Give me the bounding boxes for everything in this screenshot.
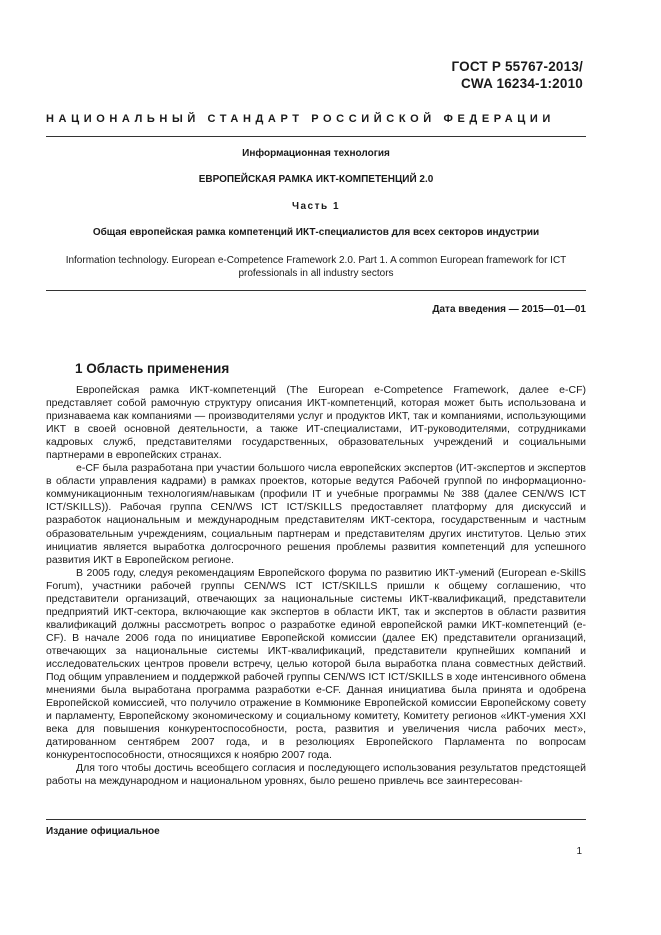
paragraph: e-CF была разработана при участии большого числа европейских экспертов (ИТ-экспертов и экспертов в области управления кадрами) в рамках проектов, которые ведутся Рабочей группой по информационно-коммуникационным технологиям/навыкам (профили IT и учебные программы № 388 (далее CEN/WS ICT ICT/SKILLS)). Рабочая группа CEN/WS ICT ICT/SKILLS предоставляет платформу для дискуссий и разработок национальным и международным представителям ИКТ-сектора, государственным и частным образовательным учреждениям, социальным партнерам и представителям других институтов. Целью этих инициатив является выработка долгосрочного решения проблемы развития компетенций для успешного развития ИКТ в Европейском регионе. [46, 462, 586, 566]
section-body [46, 384, 586, 788]
national-standard-heading: НАЦИОНАЛЬНЫЙ СТАНДАРТ РОССИЙСКОЙ ФЕДЕРАЦИИ [46, 113, 555, 125]
standard-number: ГОСТ Р 55767-2013/ [451, 59, 583, 74]
title-rule [46, 290, 586, 291]
main-title: ЕВРОПЕЙСКАЯ РАМКА ИКТ-КОМПЕТЕНЦИЙ 2.0 [198, 174, 434, 185]
introduction-date: Дата введения — 2015—01—01 [432, 304, 586, 315]
paragraph: Для того чтобы достичь всеобщего согласия и последующего использования результатов предстоящей работы на международном и национальном уровнях, было решено привлечь все заинтересован- [46, 762, 586, 788]
footer-rule [46, 819, 586, 820]
official-edition-label: Издание официальное [46, 826, 160, 837]
paragraph: В 2005 году, следуя рекомендациям Европейского форума по развитию ИКТ-умений (European e-SkillS Forum), участники рабочей группы CEN/WS ICT ICT/SKILLS пришли к общему соглашению, что представители организаций, отвечающих за национальные системы ИКТ-квалификаций, представители предприятий ИКТ-сектора, включающие как экспертов в области ИКТ, так и экспертов в области развития квалификаций должны рассмотреть вопрос о разработке единой европейской рамки ИКТ-компетенций (e-CF). В начале 2006 года по инициативе Европейской комиссии (далее ЕК) представители организаций, отвечающих за национальные системы ИКТ-квалификаций, представители крупнейших компаний и исследовательских центров провели встречу, целью которой была выработка плана совместных действий. Под общим управлением и поддержкой рабочей группы CEN/WS ICT ICT/SKILLS в ходе интенсивного обмена мнениями была выработана программа разработки e-CF. Данная инициатива была принята и одобрена Европейской комиссией, что получило отражение в Коммюнике Европейской комиссии Европейскому совету и парламенту, Европейскому экономическому и социальному комитету, Комитету регионов «ИКТ-умения XXI века для повышения конкурентоспособности, роста, развития и увеличения числа рабочих мест», датированном сентябрем 2007 года, и в резолюциях Европейского Парламента по вопросам конкурентоспособности, относящихся к ноябрю 2007 года. [46, 566, 586, 762]
english-title [46, 254, 586, 280]
page-number: 1 [576, 846, 582, 857]
standard-designation [451, 58, 583, 92]
paragraph: Европейская рамка ИКТ-компетенций (The European e-Competence Framework, далее e-CF) представляет собой рамочную структуру описания ИКТ-компетенций, которая может быть использована и признаваема как компаниями — производителями услуг и продуктов ИКТ, так и компаниями, использующими ИКТ в своей основной деятельности, а также ИТ-специалистами, ИТ-руководителями, сотрудниками кадровых служб, представителями государственных, образовательных учреждений и социальными партнерами в европейских странах. [46, 384, 586, 462]
english-title-line-2: professionals in all industry sectors [238, 268, 394, 279]
subtitle: Общая европейская рамка компетенций ИКТ-специалистов для всех секторов индустрии [92, 227, 540, 238]
header-rule [46, 136, 586, 137]
english-title-line-1: Information technology. European e-Competence Framework 2.0. Part 1. A common European framework for ICT [65, 255, 567, 266]
cwa-number: CWA 16234-1:2010 [460, 76, 583, 91]
part-title: Часть 1 [291, 201, 341, 212]
topic-title: Информационная технология [242, 148, 390, 159]
section-heading: 1 Область применения [75, 361, 230, 376]
